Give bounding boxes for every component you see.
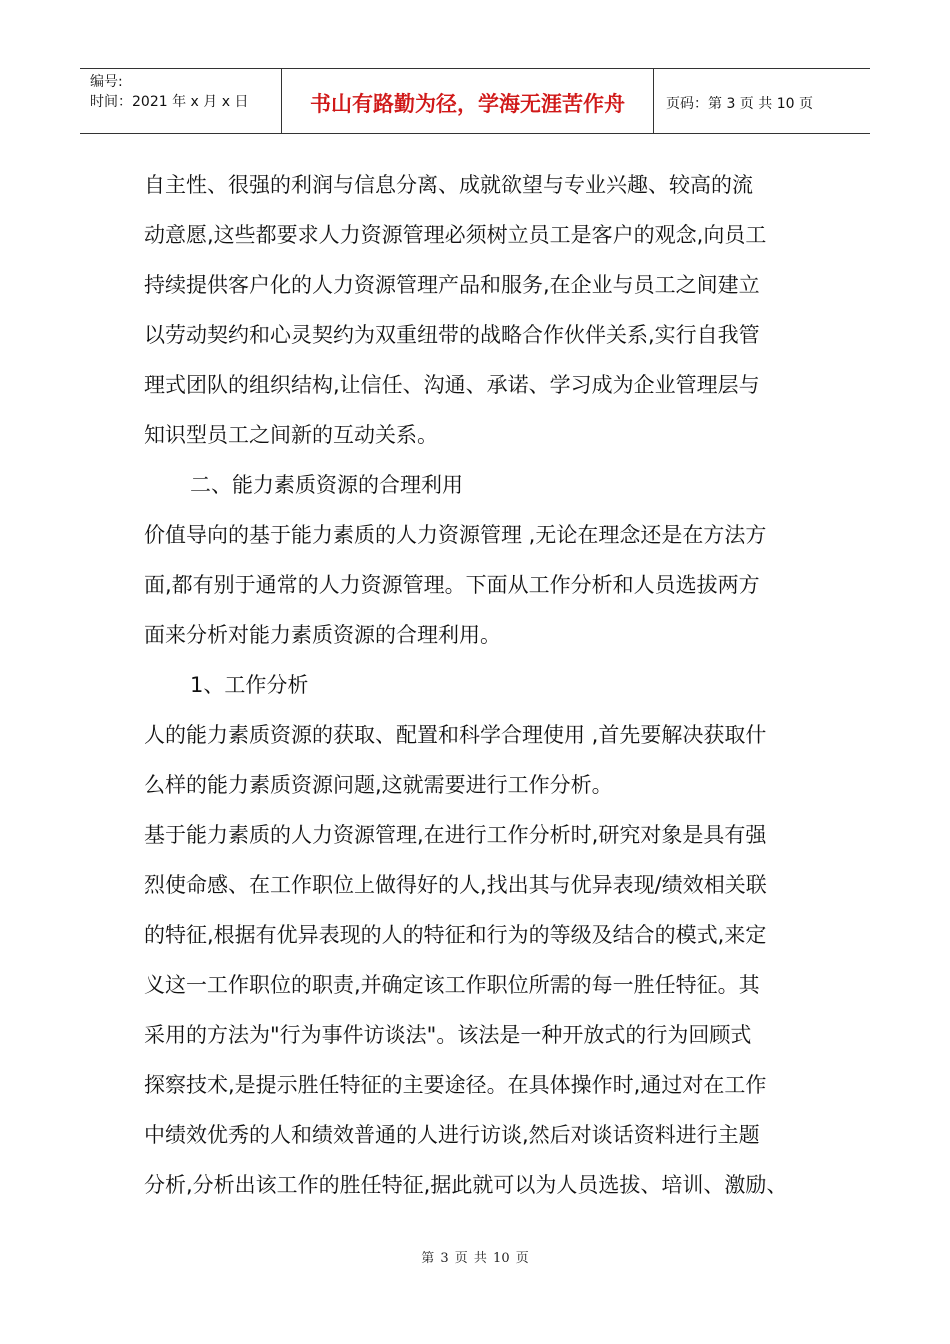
- header-page-info: 页码：第 3 页 共 10 页: [666, 96, 813, 112]
- body-line: 以劳动契约和心灵契约为双重纽带的战略合作伙伴关系,实行自我管: [144, 323, 760, 347]
- body-line: 面来分析对能力素质资源的合理利用。: [144, 623, 501, 647]
- body-line: 义这一工作职位的职责,并确定该工作职位所需的每一胜任特征。其: [144, 973, 760, 997]
- body-line: 么样的能力素质资源问题,这就需要进行工作分析。: [144, 773, 613, 797]
- body-line: 知识型员工之间新的互动关系。: [144, 423, 438, 447]
- body-line: 采用的方法为"行为事件访谈法"。该法是一种开放式的行为回顾式: [144, 1023, 752, 1047]
- body-line: 探察技术,是提示胜任特征的主要途径。在具体操作时,通过对在工作: [144, 1073, 767, 1097]
- header-motto: 书山有路勤为径，学海无涯苦作舟: [282, 69, 654, 133]
- body-line: 基于能力素质的人力资源管理,在进行工作分析时,研究对象是具有强: [144, 823, 767, 847]
- body-line: 动意愿,这些都要求人力资源管理必须树立员工是客户的观念,向员工: [144, 223, 767, 247]
- document-number-label: 编号:: [90, 74, 123, 90]
- body-line: 面,都有别于通常的人力资源管理。下面从工作分析和人员选拔两方: [144, 573, 760, 597]
- header-meta: [80, 69, 282, 133]
- body-line: 理式团队的组织结构,让信任、沟通、承诺、学习成为企业管理层与: [144, 373, 760, 397]
- body-line: 分析,分析出该工作的胜任特征,据此就可以为人员选拔、培训、激励、: [144, 1173, 788, 1197]
- body-line: 人的能力素质资源的获取、配置和科学合理使用 ,首先要解决获取什: [144, 723, 767, 747]
- document-body: [144, 160, 824, 1210]
- body-line: 的特征,根据有优异表现的人的特征和行为的等级及结合的模式,来定: [144, 923, 767, 947]
- body-line: 中绩效优秀的人和绩效普通的人进行访谈,然后对谈话资料进行主题: [144, 1123, 760, 1147]
- document-date: 时间：2021 年 x 月 x 日: [90, 94, 249, 110]
- body-line: 持续提供客户化的人力资源管理产品和服务,在企业与员工之间建立: [144, 273, 760, 297]
- body-line: 价值导向的基于能力素质的人力资源管理 ,无论在理念还是在方法方: [144, 523, 767, 547]
- section-heading: 二、能力素质资源的合理利用: [190, 473, 463, 497]
- page-header: [80, 68, 870, 134]
- body-line: 自主性、很强的利润与信息分离、成就欲望与专业兴趣、较高的流: [144, 173, 753, 197]
- body-line: 烈使命感、在工作职位上做得好的人,找出其与优异表现/绩效相关联: [144, 873, 767, 897]
- subsection-heading: 1、工作分析: [190, 673, 309, 697]
- page-footer: 第 3 页 共 10 页: [421, 1251, 529, 1266]
